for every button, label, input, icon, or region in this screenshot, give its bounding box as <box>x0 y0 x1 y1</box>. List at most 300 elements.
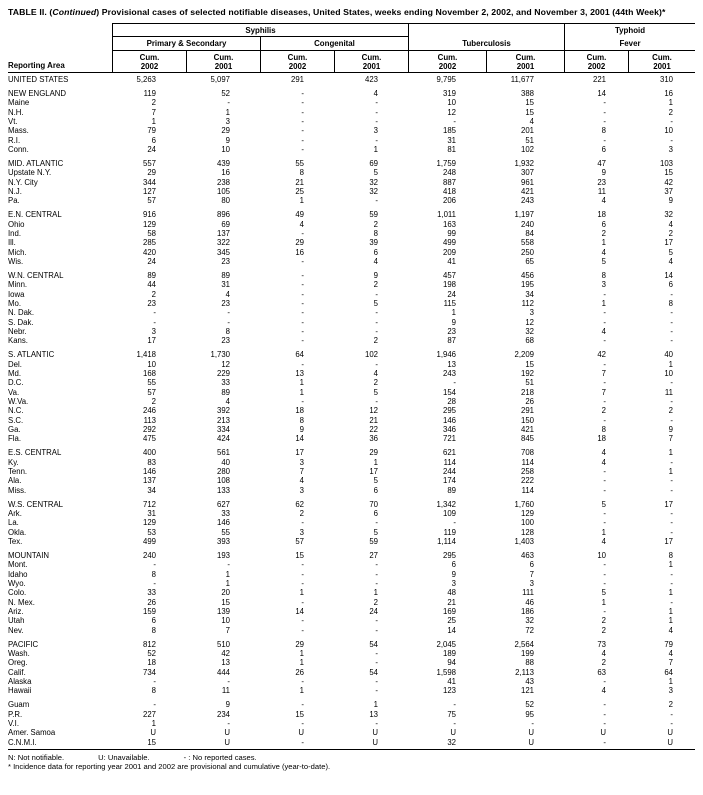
cell-value: 12 <box>525 317 534 327</box>
cell-value: - <box>227 317 230 327</box>
table-row <box>8 537 695 546</box>
cell-value: 10 <box>447 98 456 108</box>
cell-value: 1 <box>373 700 378 710</box>
cell-value: 1 <box>601 527 606 537</box>
cell-value: - <box>375 289 378 299</box>
cell-value: U <box>528 728 534 738</box>
table-body <box>8 75 695 747</box>
table-row <box>8 658 695 667</box>
cell-value: 7 <box>668 434 673 444</box>
cell-value: 8 <box>299 415 304 425</box>
cell-value: 345 <box>216 247 230 257</box>
cell-value: - <box>670 597 673 607</box>
cell-value: 32 <box>447 737 456 747</box>
cell-value: 37 <box>664 186 673 196</box>
table-row <box>8 145 695 154</box>
table-header <box>8 23 695 73</box>
cell-value: 420 <box>142 247 156 257</box>
cell-value: 23 <box>221 298 230 308</box>
cell-value: 221 <box>592 75 606 84</box>
cell-value: 24 <box>147 256 156 266</box>
cell-value: 621 <box>442 448 456 458</box>
cell-value: 9 <box>451 569 456 579</box>
cell-value: 62 <box>295 499 304 509</box>
cell-value: 9 <box>668 425 673 434</box>
cell-value: 2 <box>373 597 378 607</box>
row-area-label: Okla. <box>8 527 27 537</box>
cell-value: - <box>153 308 156 318</box>
cell-value: 209 <box>442 247 456 257</box>
cell-value: 9 <box>225 135 230 145</box>
cell-value: 119 <box>443 527 456 537</box>
cell-value: 295 <box>442 550 456 560</box>
row-area-label: S. Dak. <box>8 317 34 327</box>
row-area-label: N. Dak. <box>8 308 34 318</box>
cell-value: - <box>603 676 606 686</box>
cell-value: 7 <box>529 569 534 579</box>
table-row <box>8 528 695 537</box>
row-area-label: Maine <box>8 98 30 108</box>
cell-value: 100 <box>520 518 534 528</box>
cell-value: 1,342 <box>436 499 456 509</box>
cell-value: 240 <box>142 550 156 560</box>
table-row <box>8 640 695 649</box>
cell-value: 5 <box>373 527 378 537</box>
cell-value: 32 <box>369 186 378 196</box>
table-row <box>8 397 695 406</box>
row-area-label: S.C. <box>8 415 24 425</box>
title-continued: Continued <box>52 7 97 17</box>
cell-value: 6 <box>601 145 606 154</box>
table-row <box>8 350 695 359</box>
row-area-label: V.I. <box>8 718 19 728</box>
cell-value: 2 <box>601 658 606 668</box>
column-header-ps-cum-2002: Cum. 2002 <box>112 51 186 73</box>
cell-value: 8 <box>225 326 230 336</box>
row-area-label: Mo. <box>8 298 21 308</box>
cell-value: - <box>301 396 304 406</box>
cell-value: - <box>301 228 304 238</box>
table-row <box>8 229 695 238</box>
cell-value: 9,795 <box>436 75 456 84</box>
cell-value: 108 <box>216 476 230 486</box>
row-area-label: MID. ATLANTIC <box>8 158 64 168</box>
row-area-label: E.N. CENTRAL <box>8 210 62 220</box>
cell-value: 2 <box>373 280 378 290</box>
cell-value: - <box>375 560 378 570</box>
cell-value: 129 <box>142 219 156 229</box>
cell-value: 8 <box>668 550 673 560</box>
cell-value: 89 <box>221 270 230 280</box>
cell-value: 15 <box>525 359 534 369</box>
cell-value: 32 <box>525 616 534 626</box>
cell-value: 1,403 <box>514 536 534 546</box>
cell-value: 34 <box>525 289 534 299</box>
table-row <box>8 196 695 205</box>
cell-value: 14 <box>597 88 606 98</box>
cell-value: 8 <box>668 298 673 308</box>
cell-value: 1 <box>151 116 156 126</box>
cell-value: 1 <box>299 387 304 397</box>
cell-value: 3 <box>299 457 304 467</box>
cell-value: 9 <box>451 317 456 327</box>
cell-value: 2 <box>151 98 156 108</box>
cell-value: 285 <box>142 238 156 248</box>
cell-value: 17 <box>664 499 673 509</box>
cell-value: 6 <box>151 616 156 626</box>
row-area-label: Kans. <box>8 336 28 346</box>
cell-value: - <box>670 336 673 346</box>
cell-value: 444 <box>216 667 230 677</box>
cell-value: 7 <box>151 107 156 117</box>
cell-value: 18 <box>597 434 606 444</box>
cell-value: 17 <box>369 466 378 476</box>
cell-value: 1 <box>451 308 456 318</box>
row-area-label: Ariz. <box>8 606 24 616</box>
cell-value: 29 <box>221 126 230 136</box>
cell-value: 393 <box>216 536 230 546</box>
column-header-ps-cum-2001: Cum. 2001 <box>186 51 260 73</box>
cell-value: 6 <box>451 560 456 570</box>
cell-value: - <box>603 606 606 616</box>
cell-value: 1 <box>601 597 606 607</box>
cell-value: 121 <box>520 686 534 696</box>
cell-value: - <box>670 709 673 719</box>
cell-value: 113 <box>143 415 156 425</box>
cell-value: 192 <box>520 368 534 378</box>
cell-value: 243 <box>442 368 456 378</box>
cell-value: 334 <box>216 425 230 434</box>
cell-value: 199 <box>520 648 534 658</box>
cell-value: 13 <box>447 359 456 369</box>
footnote-not-notifiable: N: Not notifiable. <box>8 752 65 762</box>
cell-value: - <box>301 289 304 299</box>
cell-value: - <box>603 485 606 495</box>
cell-value: 1 <box>668 616 673 626</box>
cell-value: 75 <box>447 709 456 719</box>
cell-value: 1 <box>225 107 230 117</box>
cell-value: 129 <box>142 518 156 528</box>
table-section <box>8 448 695 495</box>
cell-value: 23 <box>447 326 456 336</box>
row-area-label: Mich. <box>8 247 27 257</box>
cell-value: 2,045 <box>436 639 456 649</box>
table-row <box>8 336 695 345</box>
cell-value: 80 <box>221 196 230 206</box>
cell-value: 16 <box>221 168 230 178</box>
cell-value: 48 <box>447 588 456 598</box>
cell-value: 4 <box>225 289 230 299</box>
row-area-label: Ohio <box>8 219 25 229</box>
cell-value: 291 <box>520 406 534 416</box>
cell-value: - <box>453 518 456 528</box>
cell-value: 229 <box>216 368 230 378</box>
cell-value: 44 <box>147 280 156 290</box>
cell-value: 137 <box>142 476 156 486</box>
table-row <box>8 388 695 397</box>
cell-value: - <box>301 107 304 117</box>
table-row <box>8 728 695 737</box>
cell-value: 69 <box>221 219 230 229</box>
cell-value: 174 <box>442 476 456 486</box>
cell-value: 4 <box>601 196 606 206</box>
cell-value: - <box>301 700 304 710</box>
row-area-label: Vt. <box>8 116 18 126</box>
cell-value: 6 <box>668 280 673 290</box>
cell-value: 105 <box>216 186 230 196</box>
cell-value: 4 <box>668 256 673 266</box>
cell-value: - <box>603 396 606 406</box>
cell-value: 83 <box>147 457 156 467</box>
row-area-label: N.C. <box>8 406 24 416</box>
cell-value: - <box>227 718 230 728</box>
row-area-label: Hawaii <box>8 686 32 696</box>
cell-value: 280 <box>216 466 230 476</box>
column-header-typhoid-cum-2002: Cum. 2002 <box>564 51 628 73</box>
table-row <box>8 220 695 229</box>
cell-value: - <box>531 718 534 728</box>
cell-value: 2 <box>151 396 156 406</box>
cell-value: U <box>667 728 673 738</box>
cell-value: 26 <box>147 597 156 607</box>
row-area-label: Mass. <box>8 126 29 136</box>
table-row <box>8 588 695 597</box>
cell-value: 54 <box>369 639 378 649</box>
cell-value: 2 <box>601 406 606 416</box>
cell-value: 218 <box>520 387 534 397</box>
cell-value: 89 <box>147 270 156 280</box>
cell-value: 243 <box>520 196 534 206</box>
cell-value: - <box>453 700 456 710</box>
row-area-label: Iowa <box>8 289 25 299</box>
table-row <box>8 378 695 387</box>
cell-value: 2 <box>373 219 378 229</box>
cell-value: - <box>375 326 378 336</box>
cell-value: 15 <box>664 168 673 178</box>
cell-value: 146 <box>216 518 230 528</box>
cell-value: 1 <box>668 359 673 369</box>
cell-value: - <box>375 658 378 668</box>
cell-value: 41 <box>447 676 456 686</box>
table-section <box>8 75 695 84</box>
cell-value: 59 <box>369 210 378 220</box>
cell-value: 15 <box>295 709 304 719</box>
cell-value: 36 <box>369 434 378 444</box>
table-row <box>8 369 695 378</box>
cell-value: 102 <box>364 350 378 360</box>
cell-value: 8 <box>151 625 156 635</box>
cell-value: 4 <box>529 116 534 126</box>
table-row <box>8 518 695 527</box>
row-area-label: Miss. <box>8 485 27 495</box>
cell-value: 1 <box>225 578 230 588</box>
cell-value: 238 <box>216 177 230 187</box>
cell-value: - <box>301 98 304 108</box>
cell-value: 12 <box>369 406 378 416</box>
cell-value: 9 <box>601 168 606 178</box>
cell-value: 27 <box>369 550 378 560</box>
cell-value: 400 <box>142 448 156 458</box>
cell-value: 32 <box>369 177 378 187</box>
table-section <box>8 159 695 206</box>
cell-value: 2 <box>373 336 378 346</box>
cell-value: - <box>301 676 304 686</box>
cell-value: 5,097 <box>210 75 230 84</box>
cell-value: 3 <box>225 116 230 126</box>
row-area-label: R.I. <box>8 135 21 145</box>
cell-value: 2 <box>668 228 673 238</box>
table-row <box>8 607 695 616</box>
cell-value: 47 <box>597 158 606 168</box>
table-row <box>8 238 695 247</box>
cell-value: 295 <box>442 406 456 416</box>
cell-value: - <box>375 359 378 369</box>
cell-value: - <box>670 326 673 336</box>
cell-value: - <box>603 378 606 388</box>
cell-value: - <box>603 135 606 145</box>
table-section <box>8 640 695 696</box>
row-area-label: Pa. <box>8 196 20 206</box>
table-row <box>8 560 695 569</box>
cell-value: - <box>603 560 606 570</box>
cell-value: 159 <box>142 606 156 616</box>
row-area-label: Conn. <box>8 145 29 154</box>
cell-value: - <box>301 88 304 98</box>
cell-value: 721 <box>442 434 456 444</box>
cell-value: - <box>227 560 230 570</box>
cell-value: 916 <box>142 210 156 220</box>
cell-value: 424 <box>216 434 230 444</box>
cell-value: 1,946 <box>436 350 456 360</box>
cell-value: 15 <box>525 98 534 108</box>
row-area-label: C.N.M.I. <box>8 737 37 747</box>
cell-value: - <box>375 616 378 626</box>
cell-value: U <box>372 737 378 747</box>
table-row <box>8 299 695 308</box>
cell-value: 81 <box>447 145 456 154</box>
cell-value: - <box>375 569 378 579</box>
cell-value: 1 <box>668 560 673 570</box>
cell-value: 20 <box>221 588 230 598</box>
cell-value: - <box>603 508 606 518</box>
table-row <box>8 509 695 518</box>
cell-value: 456 <box>520 270 534 280</box>
row-area-label: Minn. <box>8 280 28 290</box>
header-blank-over-tuberculosis <box>408 23 564 37</box>
row-area-label: Wyo. <box>8 578 26 588</box>
footnote-unavailable: U: Unavailable. <box>98 752 150 762</box>
cell-value: - <box>375 116 378 126</box>
cell-value: 18 <box>597 210 606 220</box>
cell-value: - <box>301 616 304 626</box>
cell-value: 119 <box>143 88 156 98</box>
row-area-label: Ga. <box>8 425 21 434</box>
cell-value: 4 <box>601 648 606 658</box>
cell-value: 3 <box>668 686 673 696</box>
cell-value: 3 <box>373 126 378 136</box>
cell-value: 5 <box>373 476 378 486</box>
cell-value: - <box>301 578 304 588</box>
cell-value: 388 <box>520 88 534 98</box>
cell-value: 258 <box>520 466 534 476</box>
cell-value: 4 <box>373 88 378 98</box>
cell-value: - <box>153 560 156 570</box>
cell-value: 89 <box>447 485 456 495</box>
cell-value: 53 <box>147 527 156 537</box>
cell-value: 1,932 <box>514 158 534 168</box>
cell-value: 3 <box>451 578 456 588</box>
cell-value: - <box>603 98 606 108</box>
reporting-area-header: Reporting Area <box>8 51 112 73</box>
row-area-label: UNITED STATES <box>8 75 69 84</box>
cell-value: 49 <box>295 210 304 220</box>
cell-value: 627 <box>216 499 230 509</box>
row-area-label: N.Y. City <box>8 177 38 187</box>
cell-value: 421 <box>520 186 534 196</box>
cell-value: U <box>667 737 673 747</box>
column-group-typhoid: Typhoid <box>564 23 695 37</box>
cell-value: 23 <box>147 298 156 308</box>
cell-value: 5 <box>601 256 606 266</box>
cell-value: 137 <box>216 228 230 238</box>
cell-value: 201 <box>520 126 534 136</box>
footnotes <box>8 753 695 772</box>
cell-value: 13 <box>221 658 230 668</box>
cell-value: - <box>227 308 230 318</box>
table-section <box>8 271 695 346</box>
table-row <box>8 738 695 747</box>
row-area-label: PACIFIC <box>8 639 39 649</box>
cell-value: - <box>603 466 606 476</box>
cell-value: 1 <box>668 676 673 686</box>
row-area-label: Ala. <box>8 476 22 486</box>
cell-value: - <box>603 718 606 728</box>
cell-value: 1 <box>225 569 230 579</box>
cell-value: 4 <box>601 536 606 546</box>
cell-value: 6 <box>373 508 378 518</box>
cell-value: 4 <box>373 256 378 266</box>
cell-value: 1 <box>601 298 606 308</box>
table-row <box>8 271 695 280</box>
row-area-label: W.S. CENTRAL <box>8 499 64 509</box>
table-row <box>8 616 695 625</box>
cell-value: 15 <box>147 737 156 747</box>
row-area-label: Idaho <box>8 569 28 579</box>
cell-value: 169 <box>442 606 456 616</box>
cell-value: - <box>670 116 673 126</box>
cell-value: - <box>375 648 378 658</box>
cell-value: 463 <box>520 550 534 560</box>
cell-value: 186 <box>520 606 534 616</box>
cell-value: - <box>670 518 673 528</box>
cell-value: 2 <box>299 508 304 518</box>
cell-value: - <box>301 518 304 528</box>
cell-value: 213 <box>216 415 230 425</box>
cell-value: - <box>301 718 304 728</box>
row-area-label: Amer. Samoa <box>8 728 56 738</box>
cell-value: - <box>453 116 456 126</box>
cell-value: 88 <box>525 658 534 668</box>
table-row <box>8 668 695 677</box>
cell-value: 4 <box>601 686 606 696</box>
table-row <box>8 434 695 443</box>
column-group-fever: Fever <box>564 37 695 51</box>
cell-value: - <box>301 326 304 336</box>
cell-value: 57 <box>147 387 156 397</box>
cell-value: 7 <box>668 658 673 668</box>
table-row <box>8 159 695 168</box>
table-row <box>8 75 695 84</box>
